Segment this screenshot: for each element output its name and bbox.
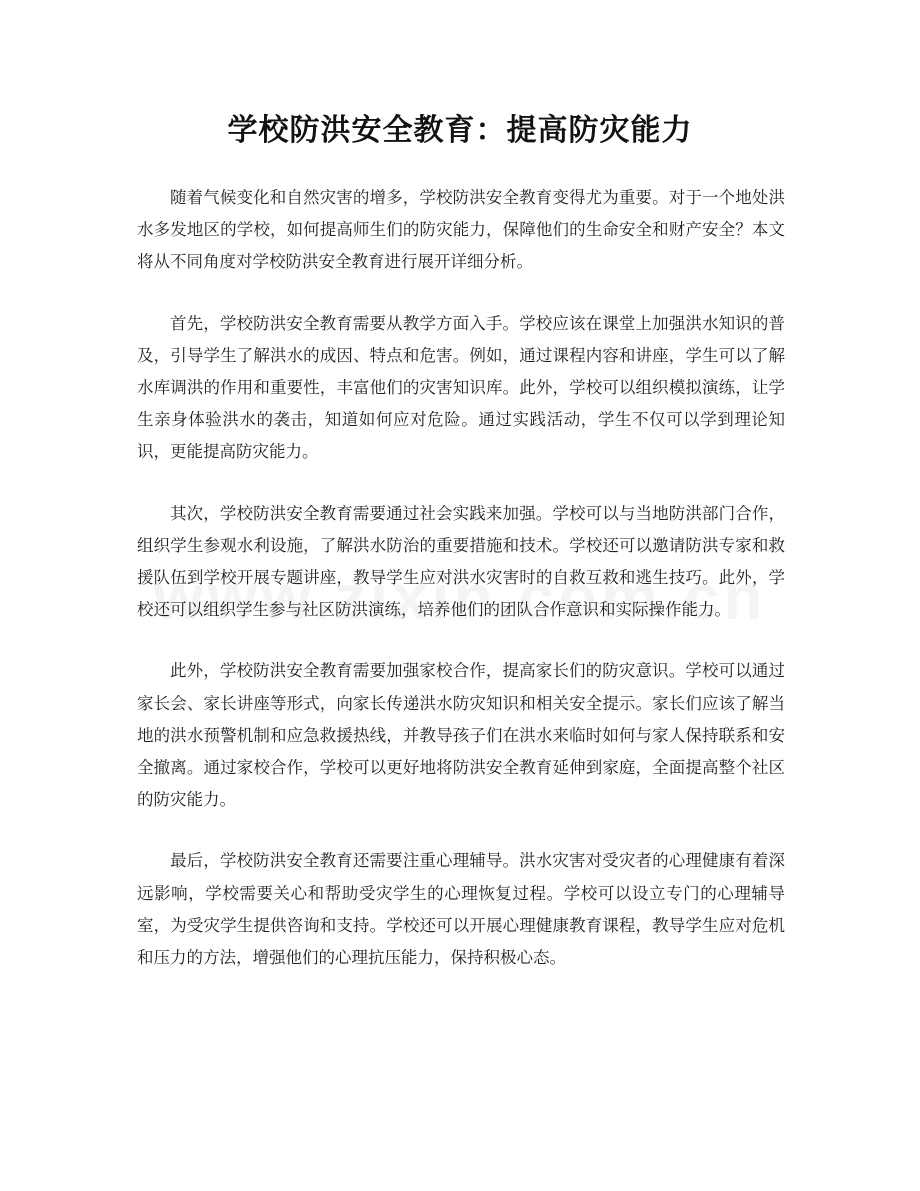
paragraph-teaching: 首先，学校防洪安全教育需要从教学方面入手。学校应该在课堂上加强洪水知识的普及，引导学生了解洪水的成因、特点和危害。例如，通过课程内容和讲座，学生可以了解水库调洪的作用和重要性，丰富他们的灾害知识库。此外，学校可以组织模拟演练，让学生亲身体验洪水的袭击，知道如何应对危险。通过实践活动，学生不仅可以学到理论知识，更能提高防灾能力。	[137, 313, 785, 462]
page-title: 学校防洪安全教育：提高防灾能力	[227, 113, 693, 148]
paragraph-psychological: 最后，学校防洪安全教育还需要注重心理辅导。洪水灾害对受灾者的心理健康有着深远影响，学校需要关心和帮助受灾学生的心理恢复过程。学校可以设立专门的心理辅导室，为受灾学生提供咨询和支持。学校还可以开展心理健康教育课程，教导学生应对危机和压力的方法，增强他们的心理抗压能力，保持积极心态。	[137, 851, 785, 968]
paragraph-social-practice: 其次，学校防洪安全教育需要通过社会实践来加强。学校可以与当地防洪部门合作，组织学生参观水利设施，了解洪水防治的重要措施和技术。学校还可以邀请防洪专家和救援队伍到学校开展专题讲座，教导学生应对洪水灾害时的自救互救和逃生技巧。此外，学校还可以组织学生参与社区防洪演练，培养他们的团队合作意识和实际操作能力。	[137, 503, 785, 620]
article-body	[137, 182, 785, 1003]
paragraph-home-school: 此外，学校防洪安全教育需要加强家校合作，提高家长们的防灾意识。学校可以通过家长会、家长讲座等形式，向家长传递洪水防灾知识和相关安全提示。家长们应该了解当地的洪水预警机制和应急救援热线，并教导孩子们在洪水来临时如何与家人保持联系和安全撤离。通过家校合作，学校可以更好地将防洪安全教育延伸到家庭，全面提高整个社区的防灾能力。	[137, 661, 785, 810]
paragraph-intro: 随着气候变化和自然灾害的增多，学校防洪安全教育变得尤为重要。对于一个地处洪水多发地区的学校，如何提高师生们的防灾能力，保障他们的生命安全和财产安全？本文将从不同角度对学校防洪安全教育进行展开详细分析。	[137, 188, 785, 272]
